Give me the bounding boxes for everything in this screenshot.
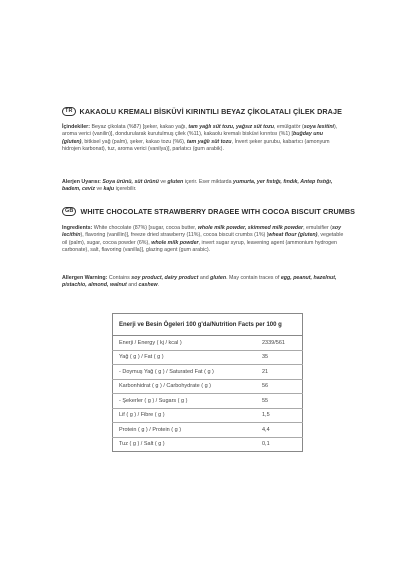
tr-section-heading <box>62 107 362 116</box>
tr-all-text: ve <box>94 186 104 193</box>
tr-ing-text: , bitkisel yağ (palm), şeker, kakao tozu (%6), <box>81 138 187 145</box>
nutrient-label: - Doymuş Yağ ( g ) / Saturated Fat ( g ) <box>113 365 236 380</box>
gb-all-allergen: cashew <box>138 282 158 289</box>
gb-ing-allergen: soy lecithin <box>62 225 342 239</box>
tr-all-text: içerebilir. <box>114 186 137 193</box>
tr-allergen-label: Alerjen Uyarısı: <box>62 179 101 185</box>
nutrient-value: 55 <box>235 394 303 409</box>
gb-ing-text: White chocolate (87%) [sugar, cocoa butter, <box>92 225 198 231</box>
gb-ing-allergen: wheat flour (gluten) <box>268 232 318 239</box>
table-row <box>113 394 303 409</box>
gb-all-text: . May contain traces of <box>226 275 281 281</box>
tr-ingredients-label: İçindekiler: <box>62 124 90 130</box>
gb-all-text: and <box>198 275 211 281</box>
nutrient-value: 1,5 <box>235 408 303 423</box>
nutrient-label: Tuz ( g ) / Salt ( g ) <box>113 437 236 452</box>
gb-ing-text: , emulsifier ( <box>303 225 332 231</box>
table-row <box>113 423 303 438</box>
tr-ing-allergen: tam yağlı süt tozu, yağsız süt tozu <box>188 124 274 130</box>
tr-all-allergen: kaju <box>103 186 115 193</box>
gb-allergen-label: Allergen Warning: <box>62 275 108 281</box>
tr-all-text: ve <box>158 179 168 185</box>
gb-ingredients <box>62 225 345 255</box>
tr-ing-text: Beyaz çikolata (%87) [şeker, kakao yağı, <box>89 124 189 130</box>
nutrient-value: 0,1 <box>235 437 303 452</box>
tr-all-allergen: Soya ürünü, süt ürünü <box>102 179 159 185</box>
tr-ing-text: ), aroma verici (vanilin)], dondurularak kurutulmuş çilek (%11), kakaolu kremalı bisküvi kırıntısı (%1) [ <box>62 124 338 138</box>
gb-all-allergen: gluten <box>210 275 227 281</box>
nutrient-label: Lif ( g ) / Fibre ( g ) <box>113 408 236 423</box>
nutrient-value: 56 <box>235 379 303 394</box>
tr-ing-allergen: buğday unu (gluten) <box>62 131 323 145</box>
gb-all-allergen: egg, peanut, hazelnut, pistachio, almond, walnut <box>62 275 337 289</box>
nutrient-value: 21 <box>235 365 303 380</box>
table-row <box>113 437 303 452</box>
tr-all-allergen: yumurta, yer fıstığı, fındık, Antep fıstığı, badem, ceviz <box>62 179 333 193</box>
table-row <box>113 365 303 380</box>
nutrient-value: 4,4 <box>235 423 303 438</box>
gb-all-text: . <box>157 282 160 289</box>
tr-allergen-warning <box>62 179 345 194</box>
tr-ing-allergen: soya lesitini <box>303 124 335 130</box>
nutrient-label: - Şekerler ( g ) / Sugars ( g ) <box>113 394 236 409</box>
gb-product-title: WHITE CHOCOLATE STRAWBERRY DRAGEE WITH COCOA BISCUIT CRUMBS <box>80 207 356 216</box>
gb-ing-allergen: whole milk powder, skimmed milk powder <box>197 225 304 231</box>
tr-ing-text: , emülgatör ( <box>273 124 304 130</box>
tr-language-badge: TR <box>62 107 76 116</box>
nutrient-label: Karbonhidrat ( g ) / Carbohydrate ( g ) <box>113 379 236 394</box>
nutrition-header-row <box>113 314 303 336</box>
table-row <box>113 350 303 365</box>
tr-product-title: KAKAOLU KREMALI BİSKÜVİ KIRINTILI BEYAZ ÇİKOLATALI ÇİLEK DRAJE <box>79 107 342 116</box>
tr-ingredients <box>62 124 345 154</box>
nutrition-header: Enerji ve Besin Ögeleri 100 g'da/Nutrition Facts per 100 g <box>113 314 303 336</box>
gb-ing-text: ), flavoring (vanillin)], freeze dried strawberry (11%), cocoa biscuit crumbs (1%) [ <box>80 232 269 239</box>
nutrient-value: 35 <box>235 350 303 365</box>
gb-all-allergen: soy product, dairy product <box>131 275 199 281</box>
gb-all-text: Contains <box>107 275 132 281</box>
nutrition-table <box>112 313 303 452</box>
gb-section-heading <box>62 207 362 216</box>
gb-ing-allergen: whole milk powder <box>151 239 199 246</box>
nutrient-label: Protein ( g ) / Protein ( g ) <box>113 423 236 438</box>
nutrient-value: 2339/561 <box>235 336 303 351</box>
gb-ing-text: , vegetable oil (palm), sugar, cocoa powder (6%), <box>62 232 344 246</box>
table-row <box>113 336 303 351</box>
nutrient-label: Enerji / Energy ( kj / kcal ) <box>113 336 236 351</box>
tr-ing-text: , İnvert şeker şurubu, kabartıcı (amonyum hidrojen karbonat), tuz, aroma verici (vanilya)], parlatıcı (gum arabik). <box>62 138 330 153</box>
table-row <box>113 408 303 423</box>
gb-language-badge: GB <box>62 207 76 216</box>
tr-all-text: içerir. Eser miktarda <box>183 179 234 185</box>
nutrient-label: Yağ ( g ) / Fat ( g ) <box>113 350 236 365</box>
gb-ing-text: , invert sugar syrup, leavening agent (ammonium hydrogen carbonate), salt, flavoring (vanilla)], glazing agent (gum arabic). <box>62 239 337 254</box>
tr-all-allergen: gluten <box>167 179 184 185</box>
tr-ing-allergen: tam yağlı süt tozu <box>186 138 232 145</box>
table-row <box>113 379 303 394</box>
gb-ingredients-label: Ingredients: <box>62 225 93 231</box>
gb-all-text: and <box>126 282 139 289</box>
gb-allergen-warning <box>62 275 345 290</box>
